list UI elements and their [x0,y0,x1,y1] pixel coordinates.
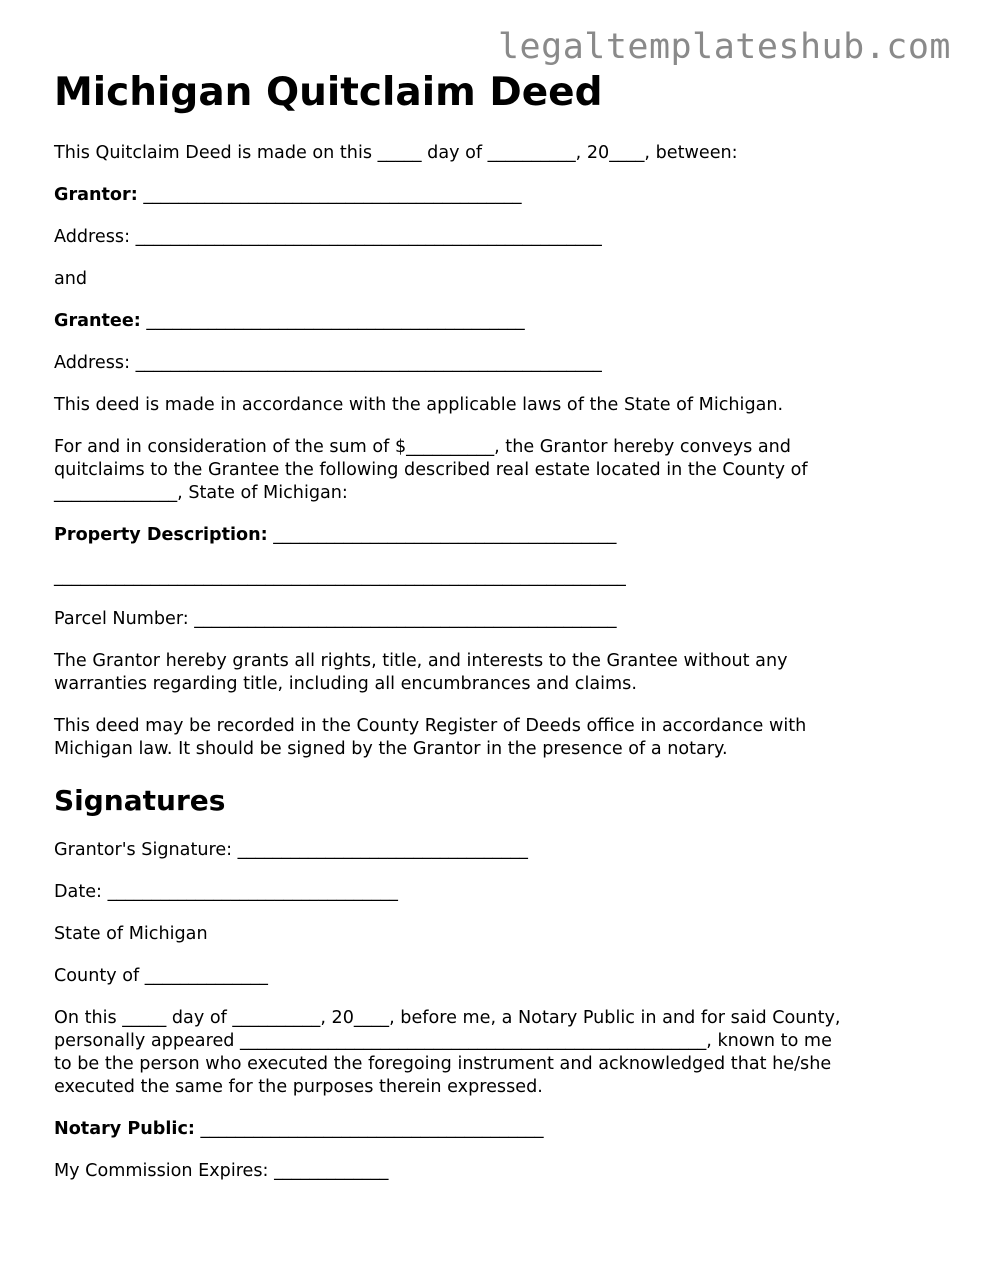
recording-clause-paragraph [54,715,934,761]
property-description-blank: _______________________________________ [267,525,617,545]
grant-clause-line-2: warranties regarding title, including all encumbrances and claims. [54,674,637,694]
grantor-blank: ___________________________________________ [137,185,522,205]
grantee-address-line: Address: _____________________________________________________ [54,353,602,373]
property-description-line-2: _________________________________________________________________ [54,567,626,587]
intro-paragraph: This Quitclaim Deed is made on this _____ day of __________, 20____, between: [54,143,738,163]
grantor-line [54,184,934,207]
state-line: State of Michigan [54,924,208,944]
document-body [54,68,934,1183]
consideration-paragraph [54,436,934,505]
signatures-heading: Signatures [54,784,226,817]
recording-clause-line-2: Michigan law. It should be signed by the Grantor in the presence of a notary. [54,739,728,759]
recording-clause-line-1: This deed may be recorded in the County Register of Deeds office in accordance with [54,716,807,736]
laws-paragraph: This deed is made in accordance with the applicable laws of the State of Michigan. [54,395,784,415]
page-title: Michigan Quitclaim Deed [54,70,603,115]
grant-clause-line-1: The Grantor hereby grants all rights, title, and interests to the Grantee without any [54,651,788,671]
consideration-line-3: ______________, State of Michigan: [54,483,348,503]
property-description-label: Property Description: [54,525,268,545]
date-line: Date: _________________________________ [54,882,398,902]
grantor-signature-line: Grantor's Signature: _________________________________ [54,840,528,860]
grantee-line [54,310,934,333]
notary-clause-line-1: On this _____ day of __________, 20____, before me, a Notary Public in and for said County, [54,1008,841,1028]
notary-clause-line-3: to be the person who executed the foregoing instrument and acknowledged that he/she [54,1054,832,1074]
commission-expires-line: My Commission Expires: _____________ [54,1161,389,1181]
notary-public-label: Notary Public: [54,1119,195,1139]
grantor-address-line: Address: _____________________________________________________ [54,227,602,247]
county-line: County of ______________ [54,966,268,986]
grantor-label: Grantor: [54,185,138,205]
notary-clause-line-4: executed the same for the purposes therein expressed. [54,1077,543,1097]
parcel-number-line: Parcel Number: ________________________________________________ [54,609,617,629]
property-description-line [54,524,934,547]
notary-clause-line-2: personally appeared _____________________________________________________, known to me [54,1031,832,1051]
notary-public-blank: _______________________________________ [194,1119,544,1139]
consideration-line-1: For and in consideration of the sum of $__________, the Grantor hereby conveys and [54,437,791,457]
grant-clause-paragraph [54,650,934,696]
notary-public-line [54,1118,934,1141]
grantee-blank: ___________________________________________ [140,311,525,331]
grantee-label: Grantee: [54,311,141,331]
watermark: legaltemplateshub.com [497,27,951,67]
consideration-line-2: quitclaims to the Grantee the following described real estate located in the County of [54,460,808,480]
notary-clause-paragraph [54,1007,934,1099]
and-line: and [54,269,88,289]
